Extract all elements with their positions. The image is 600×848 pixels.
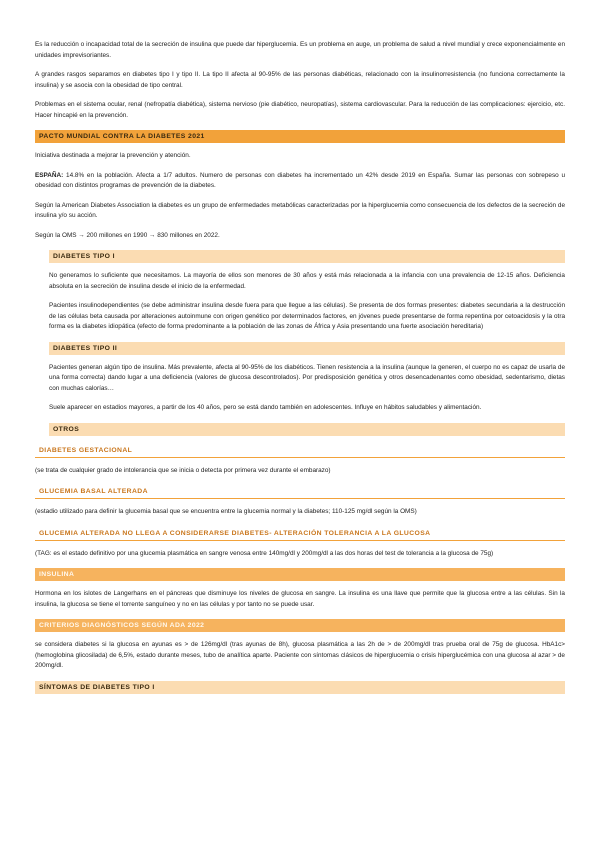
tolerancia-paragraph: (TAG: es el estado definitivo por una glucemia plasmática en sangre venosa entre 140mg/dl y 200mg/dl a las dos horas del test de tolerancia a la glucosa de 75g)	[35, 549, 494, 557]
pacto-paragraph-4: Según la OMS → 200 millones en 1990 → 830 millones en 2022.	[35, 231, 220, 239]
tipo2-paragraph-1: Pacientes generan algún tipo de insulina. Más prevalente, afecta al 90-95% de los diabéticos. Tienen resistencia a la insulina (aunque la generen, el cuerpo no es capaz de usarla de una forma correcta) dando lugar a una deficiencia (valores de glucosa descontrolados). Por predisposición genética y otros desencadenantes como obesidad, sedentarismo, dietas con muchas calorías…	[49, 363, 565, 392]
intro-paragraph-1: Es la reducción o incapacidad total de la secreción de insulina que puede dar hiperglucemia. Es un problema en auge, un problema de salud a nivel mundial y crece exponencialmente en unidades imprevisoriantes.	[35, 41, 565, 59]
gestacional-paragraph: (se trata de cualquier grado de intolerancia que se inicia o detecta por primera vez durante el embarazo)	[35, 466, 331, 474]
section-heading-tolerancia: GLUCEMIA ALTERADA NO LLEGA A CONSIDERARSE DIABETES- ALTERACIÓN TOLERANCIA A LA GLUCOSA	[35, 527, 565, 541]
section-heading-gestacional: DIABETES GESTACIONAL	[35, 444, 565, 458]
tipo1-paragraph-2: Pacientes insulinodependientes (se debe administrar insulina desde fuera para que llegue a las células). Se presenta de dos formas presentes: diabetes secundaria a la destrucción de las células beta causada por alteraciones autoinmune con origen genético por determinados factores, en jóvenes puede presentarse de forma repentina por cetoacidosis y la otra forma es la diabetes idiopática (efecto de forma predominante a la población de las zonas de África y Asia presentando una fuerte asociación hereditaria)	[49, 302, 565, 330]
criterios-paragraph: se considera diabetes si la glucosa en ayunas es > de 126mg/dl (tras ayunas de 8h), glucosa plasmática a las 2h de > de 200mg/dl tras prueba oral de 75g de glucosa. HbA1c> (hemoglobina glicosilada) de 6,5%, estado durante meses, tubo de analítica aparte. Paciente con síntomas clásicos de hiperglucemia o crisis hiperglucémica con una glucosa al azar > de 200mg/dl.	[35, 641, 565, 669]
document-page	[35, 40, 565, 702]
section-heading-sintomas: SÍNTOMAS DE DIABETES TIPO I	[35, 681, 565, 694]
tipo1-paragraph-1: No generamos lo suficiente que necesitamos. La mayoría de ellos son menores de 30 años y está más relacionada a la infancia con una prevalencia de 12-15 años. Deficiencia absoluta en la secreción de insulina desde el inicio de la enfermedad.	[49, 272, 565, 290]
pacto-spain-text: 14.8% en la población. Afecta a 1/7 adultos. Numero de personas con diabetes ha incrementado un 42% desde 2019 en España. Sumar las personas con sobrepeso u obesidad con distintos programas de prevención de la diabetes.	[35, 171, 565, 189]
pacto-paragraph-3: Según la American Diabetes Association la diabetes es un grupo de enfermedades metabólicas caracterizadas por la hiperglucemia como consecuencia de los defectos de la secreción de insulina y/o su acción.	[35, 201, 565, 219]
pacto-spain-label: ESPAÑA:	[35, 171, 64, 179]
basal-paragraph: (estadio utilizado para definir la glucemia basal que se encuentra entre la glucemia normal y la diabetes; 110-125 mg/dl según la OMS)	[35, 508, 417, 515]
section-heading-criterios: CRITERIOS DIAGNÓSTICOS SEGÚN ADA 2022	[35, 619, 565, 632]
pacto-paragraph-1: Iniciativa destinada a mejorar la prevención y atención.	[35, 152, 191, 159]
section-heading-insulina: INSULINA	[35, 568, 565, 581]
pacto-paragraph-2	[35, 171, 565, 192]
insulina-paragraph: Hormona en los islotes de Langerhans en el páncreas que disminuye los niveles de glucosa en sangre. La insulina es una llave que permite que la glucosa entre a las células. Sin la insulina, la glucosa se tiene el torrente sanguíneo y no en las células y por tanto no se puede usar.	[35, 590, 565, 608]
section-heading-pacto: PACTO MUNDIAL CONTRA LA DIABETES 2021	[35, 130, 565, 143]
section-heading-otros: OTROS	[49, 423, 565, 436]
section-heading-tipo1: DIABETES TIPO I	[49, 250, 565, 263]
tipos-block	[49, 250, 565, 436]
intro-paragraph-3: Problemas en el sistema ocular, renal (nefropatía diabética), sistema nervioso (pie diabético, neuropatías), sistema cardiovascular. Para la reducción de las complicaciones: ejercicio, etc. Hacer hincapié en la prevención.	[35, 101, 565, 119]
tipo2-paragraph-2: Suele aparecer en estadios mayores, a partir de los 40 años, pero se está dando también en adolescentes. Influye en hábitos saludables y alimentación.	[49, 404, 482, 411]
intro-paragraph-2: A grandes rasgos separamos en diabetes tipo I y tipo II. La tipo II afecta al 90-95% de las personas diabéticas, relacionado con la insulinorresistencia (no funciona correctamente la insulina) y se asocia con la obesidad de tipo central.	[35, 71, 565, 89]
section-heading-basal: GLUCEMIA BASAL ALTERADA	[35, 485, 565, 499]
section-heading-tipo2: DIABETES TIPO II	[49, 342, 565, 355]
